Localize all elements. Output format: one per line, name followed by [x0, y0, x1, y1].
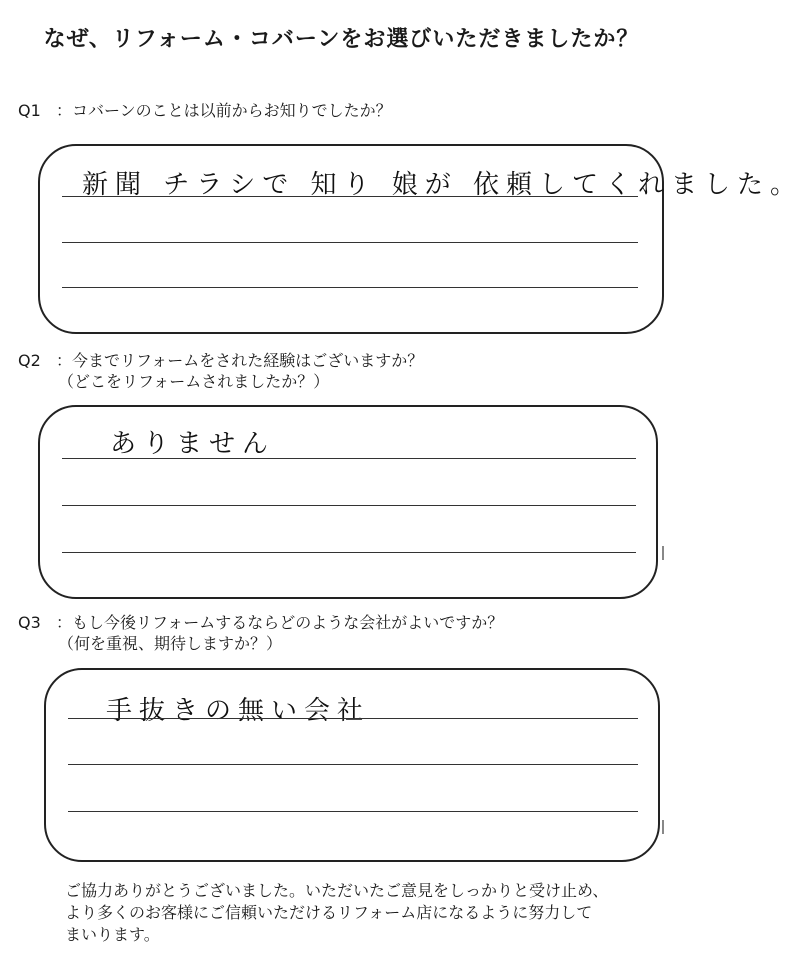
- answer-1-rule-2: [62, 242, 638, 243]
- answer-3-rule-3: [68, 811, 638, 812]
- closing-message-line-3: まいります。: [65, 925, 160, 944]
- scan-margin-mark: [662, 820, 664, 834]
- question-3-text: ：もし今後リフォームするならどのような会社がよいですか？: [56, 613, 504, 632]
- question-3: [18, 612, 503, 654]
- answer-box-2: [38, 405, 658, 599]
- answer-box-1: [38, 144, 803, 334]
- survey-title: なぜ、リフォーム・コバーンをお選びいただきましたか？: [43, 27, 640, 52]
- answer-3-handwriting: 手抜きの無い会社: [106, 696, 371, 726]
- answer-1-handwriting: 新聞 チラシで 知り 娘が 依頼してくれました。: [82, 170, 803, 200]
- question-1: [18, 100, 392, 121]
- answer-2-rule-1: [62, 458, 636, 459]
- closing-message: [65, 880, 645, 946]
- question-2-number: Q2: [18, 351, 41, 370]
- question-2: [18, 350, 423, 392]
- answer-3-rule-1: [68, 718, 638, 719]
- answer-1-rule-3: [62, 287, 638, 288]
- closing-message-line-2: より多くのお客様にご信頼いただけるリフォーム店になるように努力して: [65, 903, 593, 922]
- question-3-subtext: （何を重視、期待しますか？）: [58, 634, 283, 653]
- question-1-text: ：コバーンのことは以前からお知りでしたか？: [56, 101, 392, 120]
- answer-2-handwriting: ありません: [110, 429, 276, 459]
- closing-message-line-1: ご協力ありがとうございました。いただいたご意見をしっかりと受け止め、: [65, 881, 609, 900]
- question-2-subtext: （どこをリフォームされましたか？）: [58, 372, 330, 391]
- answer-3-rule-2: [68, 764, 638, 765]
- answer-2-rule-3: [62, 552, 636, 553]
- question-3-number: Q3: [18, 613, 41, 632]
- scan-margin-mark: [662, 546, 664, 560]
- question-2-text: ：今までリフォームをされた経験はございますか？: [56, 351, 424, 370]
- answer-2-rule-2: [62, 505, 636, 506]
- answer-1-rule-1: [62, 196, 638, 197]
- question-1-number: Q1: [18, 101, 41, 120]
- answer-box-3: [44, 668, 660, 862]
